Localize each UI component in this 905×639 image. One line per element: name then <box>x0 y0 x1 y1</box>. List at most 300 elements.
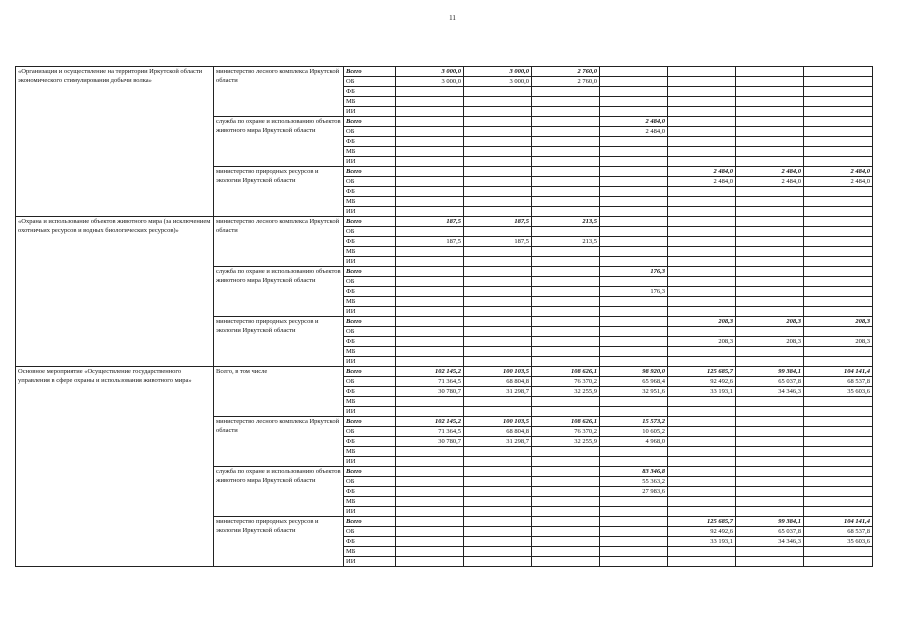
amount-cell: 2 484,0 <box>600 117 668 127</box>
amount-cell <box>804 417 873 427</box>
amount-cell <box>804 117 873 127</box>
amount-cell <box>532 247 600 257</box>
amount-cell <box>736 107 804 117</box>
amount-cell <box>464 457 532 467</box>
amount-cell <box>736 417 804 427</box>
amount-cell: 35 603,6 <box>804 537 873 547</box>
amount-cell <box>668 247 736 257</box>
amount-cell: 2 484,0 <box>736 177 804 187</box>
amount-cell <box>736 137 804 147</box>
amount-cell <box>736 477 804 487</box>
funding-source: ИИ <box>344 557 396 567</box>
amount-cell <box>396 507 464 517</box>
amount-cell: 4 968,0 <box>600 437 668 447</box>
amount-cell <box>668 147 736 157</box>
amount-cell <box>464 197 532 207</box>
amount-cell <box>464 497 532 507</box>
amount-cell <box>600 87 668 97</box>
amount-cell: 76 370,2 <box>532 377 600 387</box>
amount-cell <box>532 97 600 107</box>
amount-cell <box>668 97 736 107</box>
amount-cell <box>464 87 532 97</box>
amount-cell <box>600 337 668 347</box>
amount-cell: 176,3 <box>600 267 668 277</box>
amount-cell <box>668 207 736 217</box>
amount-cell <box>532 227 600 237</box>
amount-cell: 100 103,5 <box>464 367 532 377</box>
amount-cell <box>396 307 464 317</box>
amount-cell <box>600 327 668 337</box>
amount-cell <box>396 287 464 297</box>
amount-cell <box>736 247 804 257</box>
amount-cell <box>396 207 464 217</box>
amount-cell <box>396 277 464 287</box>
amount-cell: 3 000,0 <box>464 67 532 77</box>
executor-name: служба по охране и использованию объектов животного мира Иркутской области <box>214 117 344 167</box>
funding-source: ОБ <box>344 177 396 187</box>
amount-cell <box>532 107 600 117</box>
amount-cell <box>464 557 532 567</box>
amount-cell <box>396 517 464 527</box>
amount-cell <box>396 547 464 557</box>
funding-source: ИИ <box>344 407 396 417</box>
amount-cell <box>736 557 804 567</box>
amount-cell <box>532 297 600 307</box>
amount-cell <box>736 547 804 557</box>
amount-cell <box>804 297 873 307</box>
amount-cell <box>600 407 668 417</box>
amount-cell <box>532 197 600 207</box>
amount-cell <box>600 207 668 217</box>
amount-cell <box>464 517 532 527</box>
amount-cell <box>668 477 736 487</box>
amount-cell: 2 484,0 <box>668 177 736 187</box>
amount-cell <box>600 77 668 87</box>
funding-source: МБ <box>344 397 396 407</box>
amount-cell <box>668 187 736 197</box>
funding-source: ФБ <box>344 187 396 197</box>
amount-cell <box>804 147 873 157</box>
amount-cell <box>532 527 600 537</box>
amount-cell <box>668 137 736 147</box>
amount-cell: 31 298,7 <box>464 437 532 447</box>
executor-name: министерство природных ресурсов и экологии Иркутской области <box>214 517 344 567</box>
amount-cell: 71 364,5 <box>396 427 464 437</box>
amount-cell: 187,5 <box>464 217 532 227</box>
amount-cell: 83 346,8 <box>600 467 668 477</box>
amount-cell <box>464 477 532 487</box>
amount-cell: 2 484,0 <box>804 177 873 187</box>
funding-source: ИИ <box>344 307 396 317</box>
amount-cell <box>532 87 600 97</box>
amount-cell <box>464 127 532 137</box>
amount-cell <box>396 347 464 357</box>
funding-source: ФБ <box>344 337 396 347</box>
amount-cell: 32 255,9 <box>532 437 600 447</box>
amount-cell <box>600 217 668 227</box>
amount-cell <box>736 237 804 247</box>
table-row <box>16 217 873 227</box>
amount-cell: 208,3 <box>736 317 804 327</box>
amount-cell <box>532 287 600 297</box>
amount-cell <box>532 537 600 547</box>
amount-cell <box>804 97 873 107</box>
amount-cell <box>396 147 464 157</box>
amount-cell: 104 141,4 <box>804 367 873 377</box>
amount-cell <box>668 347 736 357</box>
amount-cell <box>736 257 804 267</box>
amount-cell <box>464 147 532 157</box>
amount-cell <box>736 327 804 337</box>
amount-cell <box>668 467 736 477</box>
funding-source: МБ <box>344 247 396 257</box>
amount-cell <box>600 277 668 287</box>
amount-cell <box>668 397 736 407</box>
funding-source: Всего <box>344 117 396 127</box>
amount-cell <box>804 327 873 337</box>
amount-cell <box>668 227 736 237</box>
activity-description: Основное мероприятие «Осуществление государственного управления в сфере охраны и использования животного мира» <box>16 367 214 567</box>
funding-source: Всего <box>344 417 396 427</box>
amount-cell <box>804 507 873 517</box>
amount-cell <box>464 317 532 327</box>
amount-cell: 100 103,5 <box>464 417 532 427</box>
amount-cell <box>532 507 600 517</box>
activity-description: «Охрана и использование объектов животного мира (за исключением охотничьих ресурсов и водных биологических ресурсов)» <box>16 217 214 367</box>
amount-cell: 187,5 <box>396 237 464 247</box>
amount-cell: 108 626,1 <box>532 367 600 377</box>
amount-cell <box>668 67 736 77</box>
amount-cell <box>464 407 532 417</box>
amount-cell <box>600 447 668 457</box>
amount-cell <box>396 167 464 177</box>
amount-cell: 213,5 <box>532 237 600 247</box>
amount-cell: 30 780,7 <box>396 387 464 397</box>
amount-cell: 92 492,6 <box>668 377 736 387</box>
executor-name: министерство природных ресурсов и экологии Иркутской области <box>214 167 344 217</box>
amount-cell <box>600 187 668 197</box>
amount-cell <box>396 457 464 467</box>
amount-cell <box>736 297 804 307</box>
amount-cell <box>668 407 736 417</box>
amount-cell: 125 685,7 <box>668 367 736 377</box>
amount-cell <box>804 427 873 437</box>
amount-cell <box>396 257 464 267</box>
amount-cell <box>668 417 736 427</box>
amount-cell <box>600 527 668 537</box>
amount-cell <box>396 537 464 547</box>
amount-cell <box>600 517 668 527</box>
funding-source: ИИ <box>344 357 396 367</box>
amount-cell <box>736 87 804 97</box>
amount-cell <box>804 267 873 277</box>
amount-cell <box>736 307 804 317</box>
funding-source: ИИ <box>344 257 396 267</box>
amount-cell <box>396 97 464 107</box>
funding-source: ИИ <box>344 107 396 117</box>
amount-cell <box>600 237 668 247</box>
executor-name: министерство лесного комплекса Иркутской области <box>214 417 344 467</box>
amount-cell <box>600 317 668 327</box>
amount-cell <box>600 167 668 177</box>
amount-cell <box>464 277 532 287</box>
amount-cell <box>804 227 873 237</box>
amount-cell <box>600 357 668 367</box>
funding-source: ИИ <box>344 457 396 467</box>
amount-cell <box>600 67 668 77</box>
amount-cell <box>396 87 464 97</box>
amount-cell <box>736 277 804 287</box>
amount-cell <box>396 327 464 337</box>
amount-cell <box>668 357 736 367</box>
amount-cell <box>532 447 600 457</box>
amount-cell <box>668 287 736 297</box>
amount-cell <box>464 297 532 307</box>
funding-source: ОБ <box>344 127 396 137</box>
amount-cell: 27 983,6 <box>600 487 668 497</box>
amount-cell <box>464 337 532 347</box>
amount-cell <box>736 207 804 217</box>
amount-cell <box>396 137 464 147</box>
funding-source: МБ <box>344 347 396 357</box>
funding-source: ИИ <box>344 507 396 517</box>
amount-cell <box>396 157 464 167</box>
amount-cell <box>736 67 804 77</box>
amount-cell <box>804 157 873 167</box>
amount-cell: 92 492,6 <box>668 527 736 537</box>
amount-cell <box>668 507 736 517</box>
funding-source: ОБ <box>344 277 396 287</box>
amount-cell <box>396 447 464 457</box>
funding-source: ФБ <box>344 537 396 547</box>
amount-cell <box>804 437 873 447</box>
amount-cell <box>668 327 736 337</box>
amount-cell <box>464 287 532 297</box>
amount-cell <box>804 277 873 287</box>
amount-cell <box>668 277 736 287</box>
funding-source: Всего <box>344 467 396 477</box>
amount-cell <box>532 117 600 127</box>
amount-cell <box>736 447 804 457</box>
amount-cell: 71 364,5 <box>396 377 464 387</box>
amount-cell: 187,5 <box>396 217 464 227</box>
amount-cell <box>804 397 873 407</box>
amount-cell <box>736 267 804 277</box>
amount-cell: 65 037,8 <box>736 377 804 387</box>
amount-cell <box>736 397 804 407</box>
amount-cell <box>600 107 668 117</box>
amount-cell <box>396 297 464 307</box>
amount-cell <box>736 77 804 87</box>
amount-cell <box>532 407 600 417</box>
amount-cell: 15 573,2 <box>600 417 668 427</box>
funding-source: ОБ <box>344 527 396 537</box>
amount-cell: 65 037,8 <box>736 527 804 537</box>
amount-cell: 208,3 <box>804 337 873 347</box>
amount-cell <box>464 507 532 517</box>
funding-source: Всего <box>344 67 396 77</box>
amount-cell: 30 780,7 <box>396 437 464 447</box>
amount-cell <box>532 557 600 567</box>
amount-cell <box>532 187 600 197</box>
amount-cell <box>668 107 736 117</box>
amount-cell <box>600 137 668 147</box>
amount-cell <box>600 557 668 567</box>
funding-source: Всего <box>344 267 396 277</box>
funding-source: МБ <box>344 197 396 207</box>
amount-cell <box>668 557 736 567</box>
amount-cell <box>804 457 873 467</box>
amount-cell <box>600 547 668 557</box>
amount-cell <box>804 77 873 87</box>
amount-cell <box>396 107 464 117</box>
amount-cell <box>532 337 600 347</box>
amount-cell: 2 484,0 <box>804 167 873 177</box>
amount-cell: 98 920,0 <box>600 367 668 377</box>
amount-cell <box>804 87 873 97</box>
amount-cell <box>464 187 532 197</box>
amount-cell: 34 346,3 <box>736 537 804 547</box>
amount-cell: 68 804,8 <box>464 377 532 387</box>
funding-source: ФБ <box>344 287 396 297</box>
amount-cell <box>600 157 668 167</box>
amount-cell <box>804 547 873 557</box>
amount-cell <box>804 287 873 297</box>
funding-source: Всего <box>344 317 396 327</box>
amount-cell <box>396 117 464 127</box>
amount-cell <box>532 307 600 317</box>
amount-cell <box>668 117 736 127</box>
amount-cell <box>532 157 600 167</box>
amount-cell <box>532 167 600 177</box>
funding-source: МБ <box>344 297 396 307</box>
budget-table <box>15 66 873 567</box>
amount-cell <box>464 257 532 267</box>
amount-cell: 108 626,1 <box>532 417 600 427</box>
executor-name: министерство лесного комплекса Иркутской области <box>214 67 344 117</box>
amount-cell <box>804 307 873 317</box>
table-row <box>16 67 873 77</box>
amount-cell <box>736 197 804 207</box>
amount-cell <box>804 127 873 137</box>
amount-cell <box>396 247 464 257</box>
amount-cell <box>396 477 464 487</box>
funding-source: МБ <box>344 497 396 507</box>
funding-source: Всего <box>344 517 396 527</box>
amount-cell <box>804 407 873 417</box>
amount-cell: 65 968,4 <box>600 377 668 387</box>
amount-cell <box>532 547 600 557</box>
amount-cell <box>532 487 600 497</box>
amount-cell <box>532 277 600 287</box>
amount-cell <box>668 297 736 307</box>
amount-cell <box>396 487 464 497</box>
funding-source: ФБ <box>344 137 396 147</box>
amount-cell <box>600 507 668 517</box>
funding-source: МБ <box>344 97 396 107</box>
funding-source: МБ <box>344 447 396 457</box>
amount-cell <box>396 177 464 187</box>
amount-cell <box>736 357 804 367</box>
amount-cell <box>532 467 600 477</box>
amount-cell <box>600 537 668 547</box>
amount-cell <box>532 517 600 527</box>
amount-cell <box>736 147 804 157</box>
amount-cell <box>464 467 532 477</box>
amount-cell <box>736 437 804 447</box>
amount-cell <box>464 527 532 537</box>
amount-cell <box>396 397 464 407</box>
amount-cell: 208,3 <box>736 337 804 347</box>
executor-name: Всего, в том числе <box>214 367 344 417</box>
funding-source: ФБ <box>344 487 396 497</box>
amount-cell <box>464 447 532 457</box>
amount-cell: 102 145,2 <box>396 417 464 427</box>
amount-cell <box>736 217 804 227</box>
funding-source: ФБ <box>344 437 396 447</box>
amount-cell <box>668 307 736 317</box>
amount-cell <box>464 207 532 217</box>
amount-cell <box>668 237 736 247</box>
amount-cell: 2 484,0 <box>668 167 736 177</box>
funding-source: ОБ <box>344 327 396 337</box>
amount-cell <box>532 397 600 407</box>
amount-cell <box>464 347 532 357</box>
executor-name: министерство лесного комплекса Иркутской области <box>214 217 344 267</box>
funding-source: ОБ <box>344 477 396 487</box>
amount-cell <box>532 317 600 327</box>
funding-source: ОБ <box>344 427 396 437</box>
amount-cell <box>804 347 873 357</box>
amount-cell: 34 346,3 <box>736 387 804 397</box>
amount-cell: 3 000,0 <box>396 77 464 87</box>
amount-cell <box>396 197 464 207</box>
amount-cell: 35 603,6 <box>804 387 873 397</box>
amount-cell: 208,3 <box>668 317 736 327</box>
amount-cell <box>600 297 668 307</box>
amount-cell <box>668 77 736 87</box>
amount-cell <box>804 447 873 457</box>
amount-cell <box>804 257 873 267</box>
amount-cell <box>396 267 464 277</box>
amount-cell: 213,5 <box>532 217 600 227</box>
amount-cell <box>804 477 873 487</box>
amount-cell <box>736 187 804 197</box>
amount-cell <box>600 177 668 187</box>
amount-cell <box>464 167 532 177</box>
amount-cell <box>464 117 532 127</box>
amount-cell <box>464 107 532 117</box>
amount-cell <box>464 227 532 237</box>
amount-cell: 32 951,6 <box>600 387 668 397</box>
amount-cell: 31 298,7 <box>464 387 532 397</box>
amount-cell <box>668 447 736 457</box>
amount-cell <box>600 397 668 407</box>
amount-cell <box>668 197 736 207</box>
amount-cell: 2 760,0 <box>532 77 600 87</box>
amount-cell <box>396 317 464 327</box>
funding-source: ФБ <box>344 387 396 397</box>
amount-cell <box>804 217 873 227</box>
amount-cell: 99 384,1 <box>736 517 804 527</box>
amount-cell <box>464 267 532 277</box>
amount-cell <box>464 97 532 107</box>
amount-cell: 10 605,2 <box>600 427 668 437</box>
amount-cell <box>804 207 873 217</box>
amount-cell <box>736 347 804 357</box>
amount-cell <box>736 157 804 167</box>
funding-source: ФБ <box>344 87 396 97</box>
